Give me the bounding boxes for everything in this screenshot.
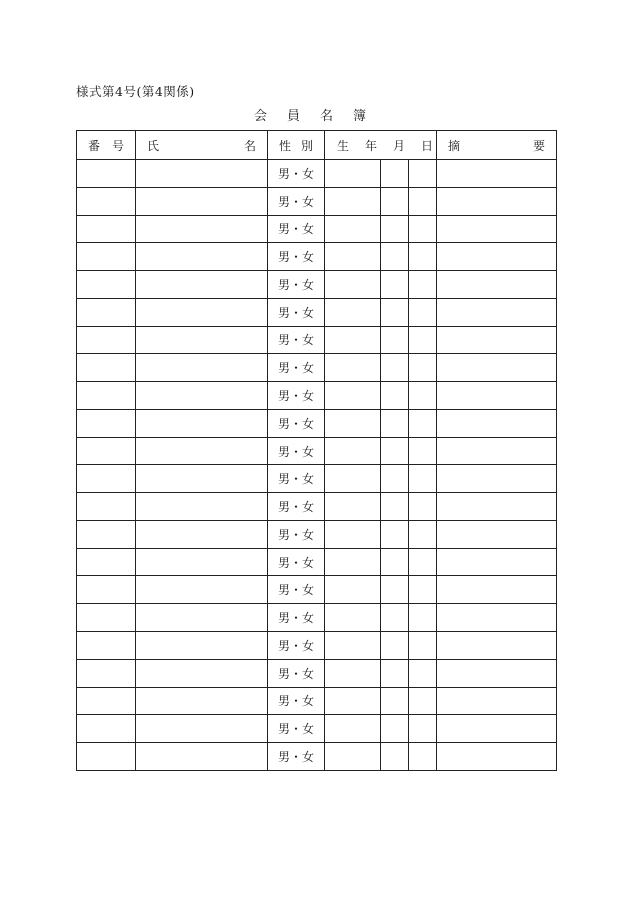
birth-day-cell — [409, 437, 437, 465]
remarks-cell — [437, 659, 557, 687]
number-cell — [77, 382, 136, 410]
remarks-cell — [437, 687, 557, 715]
table-row — [77, 520, 557, 548]
birth-year-cell — [325, 520, 381, 548]
birth-year-cell — [325, 465, 381, 493]
sex-cell: 男・女 — [268, 326, 325, 354]
birth-year-cell — [325, 354, 381, 382]
name-cell — [136, 215, 268, 243]
name-cell — [136, 548, 268, 576]
table-row — [77, 632, 557, 660]
sex-cell: 男・女 — [268, 687, 325, 715]
title-char: 名 — [320, 109, 334, 124]
name-cell — [136, 187, 268, 215]
number-cell — [77, 604, 136, 632]
document-title — [254, 105, 386, 124]
birth-day-cell — [409, 576, 437, 604]
birth-month-cell — [381, 715, 409, 743]
birth-month-cell — [381, 548, 409, 576]
birth-year-cell — [325, 632, 381, 660]
number-cell — [77, 520, 136, 548]
remarks-cell — [437, 187, 557, 215]
sex-cell: 男・女 — [268, 715, 325, 743]
birth-month-cell — [381, 743, 409, 771]
table-row — [77, 687, 557, 715]
number-cell — [77, 243, 136, 271]
name-cell — [136, 243, 268, 271]
remarks-cell — [437, 382, 557, 410]
number-cell — [77, 743, 136, 771]
birth-day-cell — [409, 187, 437, 215]
header-remarks: 摘 要 — [437, 131, 557, 160]
remarks-cell — [437, 493, 557, 521]
name-cell — [136, 604, 268, 632]
sex-cell: 男・女 — [268, 409, 325, 437]
birth-day-cell — [409, 604, 437, 632]
table-row — [77, 465, 557, 493]
sex-cell: 男・女 — [268, 576, 325, 604]
birth-day-cell — [409, 298, 437, 326]
birth-year-cell — [325, 715, 381, 743]
remarks-cell — [437, 271, 557, 299]
birth-day-cell — [409, 493, 437, 521]
birth-day-cell — [409, 409, 437, 437]
birth-day-cell — [409, 382, 437, 410]
table-row — [77, 243, 557, 271]
form-number-label: 様式第4号(第4関係) — [76, 84, 195, 99]
remarks-cell — [437, 354, 557, 382]
sex-cell: 男・女 — [268, 298, 325, 326]
number-cell — [77, 271, 136, 299]
sex-cell: 男・女 — [268, 187, 325, 215]
table-row — [77, 437, 557, 465]
remarks-cell — [437, 243, 557, 271]
name-cell — [136, 382, 268, 410]
title-char: 会 — [254, 109, 268, 124]
birth-day-cell — [409, 687, 437, 715]
number-cell — [77, 465, 136, 493]
number-cell — [77, 687, 136, 715]
number-cell — [77, 493, 136, 521]
remarks-cell — [437, 520, 557, 548]
name-cell — [136, 409, 268, 437]
birth-year-cell — [325, 382, 381, 410]
number-cell — [77, 576, 136, 604]
number-cell — [77, 548, 136, 576]
birth-day-cell — [409, 243, 437, 271]
remarks-cell — [437, 409, 557, 437]
header-number: 番 号 — [77, 131, 136, 160]
birth-year-cell — [325, 687, 381, 715]
birth-day-cell — [409, 632, 437, 660]
sex-cell: 男・女 — [268, 215, 325, 243]
number-cell — [77, 409, 136, 437]
table-row — [77, 604, 557, 632]
number-cell — [77, 659, 136, 687]
birth-day-cell — [409, 659, 437, 687]
sex-cell: 男・女 — [268, 548, 325, 576]
birth-month-cell — [381, 298, 409, 326]
number-cell — [77, 215, 136, 243]
table-row — [77, 659, 557, 687]
number-cell — [77, 632, 136, 660]
roster-body — [77, 160, 557, 771]
title-char: 簿 — [353, 109, 367, 124]
member-roster-table — [76, 130, 557, 771]
birth-month-cell — [381, 160, 409, 188]
remarks-cell — [437, 548, 557, 576]
sex-cell: 男・女 — [268, 354, 325, 382]
number-cell — [77, 437, 136, 465]
birth-day-cell — [409, 160, 437, 188]
table-row — [77, 548, 557, 576]
birth-year-cell — [325, 243, 381, 271]
birth-year-cell — [325, 576, 381, 604]
name-cell — [136, 160, 268, 188]
remarks-cell — [437, 604, 557, 632]
name-cell — [136, 687, 268, 715]
name-cell — [136, 632, 268, 660]
remarks-cell — [437, 632, 557, 660]
sex-cell: 男・女 — [268, 271, 325, 299]
sex-cell: 男・女 — [268, 743, 325, 771]
name-cell — [136, 520, 268, 548]
birth-day-cell — [409, 520, 437, 548]
number-cell — [77, 298, 136, 326]
birth-month-cell — [381, 382, 409, 410]
birth-month-cell — [381, 409, 409, 437]
birth-month-cell — [381, 215, 409, 243]
table-row — [77, 187, 557, 215]
birth-month-cell — [381, 326, 409, 354]
table-row — [77, 326, 557, 354]
remarks-cell — [437, 160, 557, 188]
name-cell — [136, 743, 268, 771]
remarks-cell — [437, 215, 557, 243]
sex-cell: 男・女 — [268, 160, 325, 188]
birth-year-cell — [325, 604, 381, 632]
birth-year-cell — [325, 160, 381, 188]
remarks-cell — [437, 437, 557, 465]
remarks-cell — [437, 576, 557, 604]
birth-month-cell — [381, 632, 409, 660]
number-cell — [77, 326, 136, 354]
birth-month-cell — [381, 243, 409, 271]
birth-day-cell — [409, 548, 437, 576]
birth-month-cell — [381, 271, 409, 299]
birth-month-cell — [381, 604, 409, 632]
birth-year-cell — [325, 187, 381, 215]
sex-cell: 男・女 — [268, 604, 325, 632]
header-birthdate: 生 年 月 日 — [325, 131, 437, 160]
birth-month-cell — [381, 576, 409, 604]
sex-cell: 男・女 — [268, 659, 325, 687]
remarks-cell — [437, 743, 557, 771]
sex-cell: 男・女 — [268, 520, 325, 548]
name-cell — [136, 659, 268, 687]
remarks-cell — [437, 715, 557, 743]
table-row — [77, 298, 557, 326]
birth-month-cell — [381, 354, 409, 382]
birth-month-cell — [381, 465, 409, 493]
header-sex: 性 別 — [268, 131, 325, 160]
table-row — [77, 576, 557, 604]
birth-year-cell — [325, 743, 381, 771]
sex-cell: 男・女 — [268, 437, 325, 465]
birth-day-cell — [409, 743, 437, 771]
name-cell — [136, 271, 268, 299]
name-cell — [136, 354, 268, 382]
table-row — [77, 743, 557, 771]
birth-year-cell — [325, 215, 381, 243]
remarks-cell — [437, 465, 557, 493]
header-row — [77, 131, 557, 160]
remarks-cell — [437, 298, 557, 326]
number-cell — [77, 160, 136, 188]
birth-month-cell — [381, 659, 409, 687]
birth-day-cell — [409, 354, 437, 382]
birth-year-cell — [325, 271, 381, 299]
table-row — [77, 215, 557, 243]
birth-year-cell — [325, 548, 381, 576]
name-cell — [136, 493, 268, 521]
name-cell — [136, 437, 268, 465]
birth-month-cell — [381, 687, 409, 715]
table-row — [77, 409, 557, 437]
name-cell — [136, 715, 268, 743]
birth-year-cell — [325, 326, 381, 354]
table-row — [77, 715, 557, 743]
header-name: 氏 名 — [136, 131, 268, 160]
table-row — [77, 160, 557, 188]
birth-day-cell — [409, 465, 437, 493]
number-cell — [77, 187, 136, 215]
birth-year-cell — [325, 409, 381, 437]
name-cell — [136, 326, 268, 354]
birth-day-cell — [409, 215, 437, 243]
sex-cell: 男・女 — [268, 243, 325, 271]
table-row — [77, 354, 557, 382]
sex-cell: 男・女 — [268, 465, 325, 493]
table-row — [77, 493, 557, 521]
birth-day-cell — [409, 271, 437, 299]
table-row — [77, 382, 557, 410]
name-cell — [136, 576, 268, 604]
birth-month-cell — [381, 493, 409, 521]
birth-month-cell — [381, 187, 409, 215]
sex-cell: 男・女 — [268, 493, 325, 521]
birth-month-cell — [381, 520, 409, 548]
name-cell — [136, 298, 268, 326]
birth-month-cell — [381, 437, 409, 465]
birth-year-cell — [325, 298, 381, 326]
sex-cell: 男・女 — [268, 632, 325, 660]
sex-cell: 男・女 — [268, 382, 325, 410]
birth-year-cell — [325, 493, 381, 521]
remarks-cell — [437, 326, 557, 354]
number-cell — [77, 354, 136, 382]
birth-year-cell — [325, 659, 381, 687]
birth-day-cell — [409, 715, 437, 743]
birth-day-cell — [409, 326, 437, 354]
table-row — [77, 271, 557, 299]
title-char: 員 — [287, 109, 301, 124]
birth-year-cell — [325, 437, 381, 465]
number-cell — [77, 715, 136, 743]
name-cell — [136, 465, 268, 493]
